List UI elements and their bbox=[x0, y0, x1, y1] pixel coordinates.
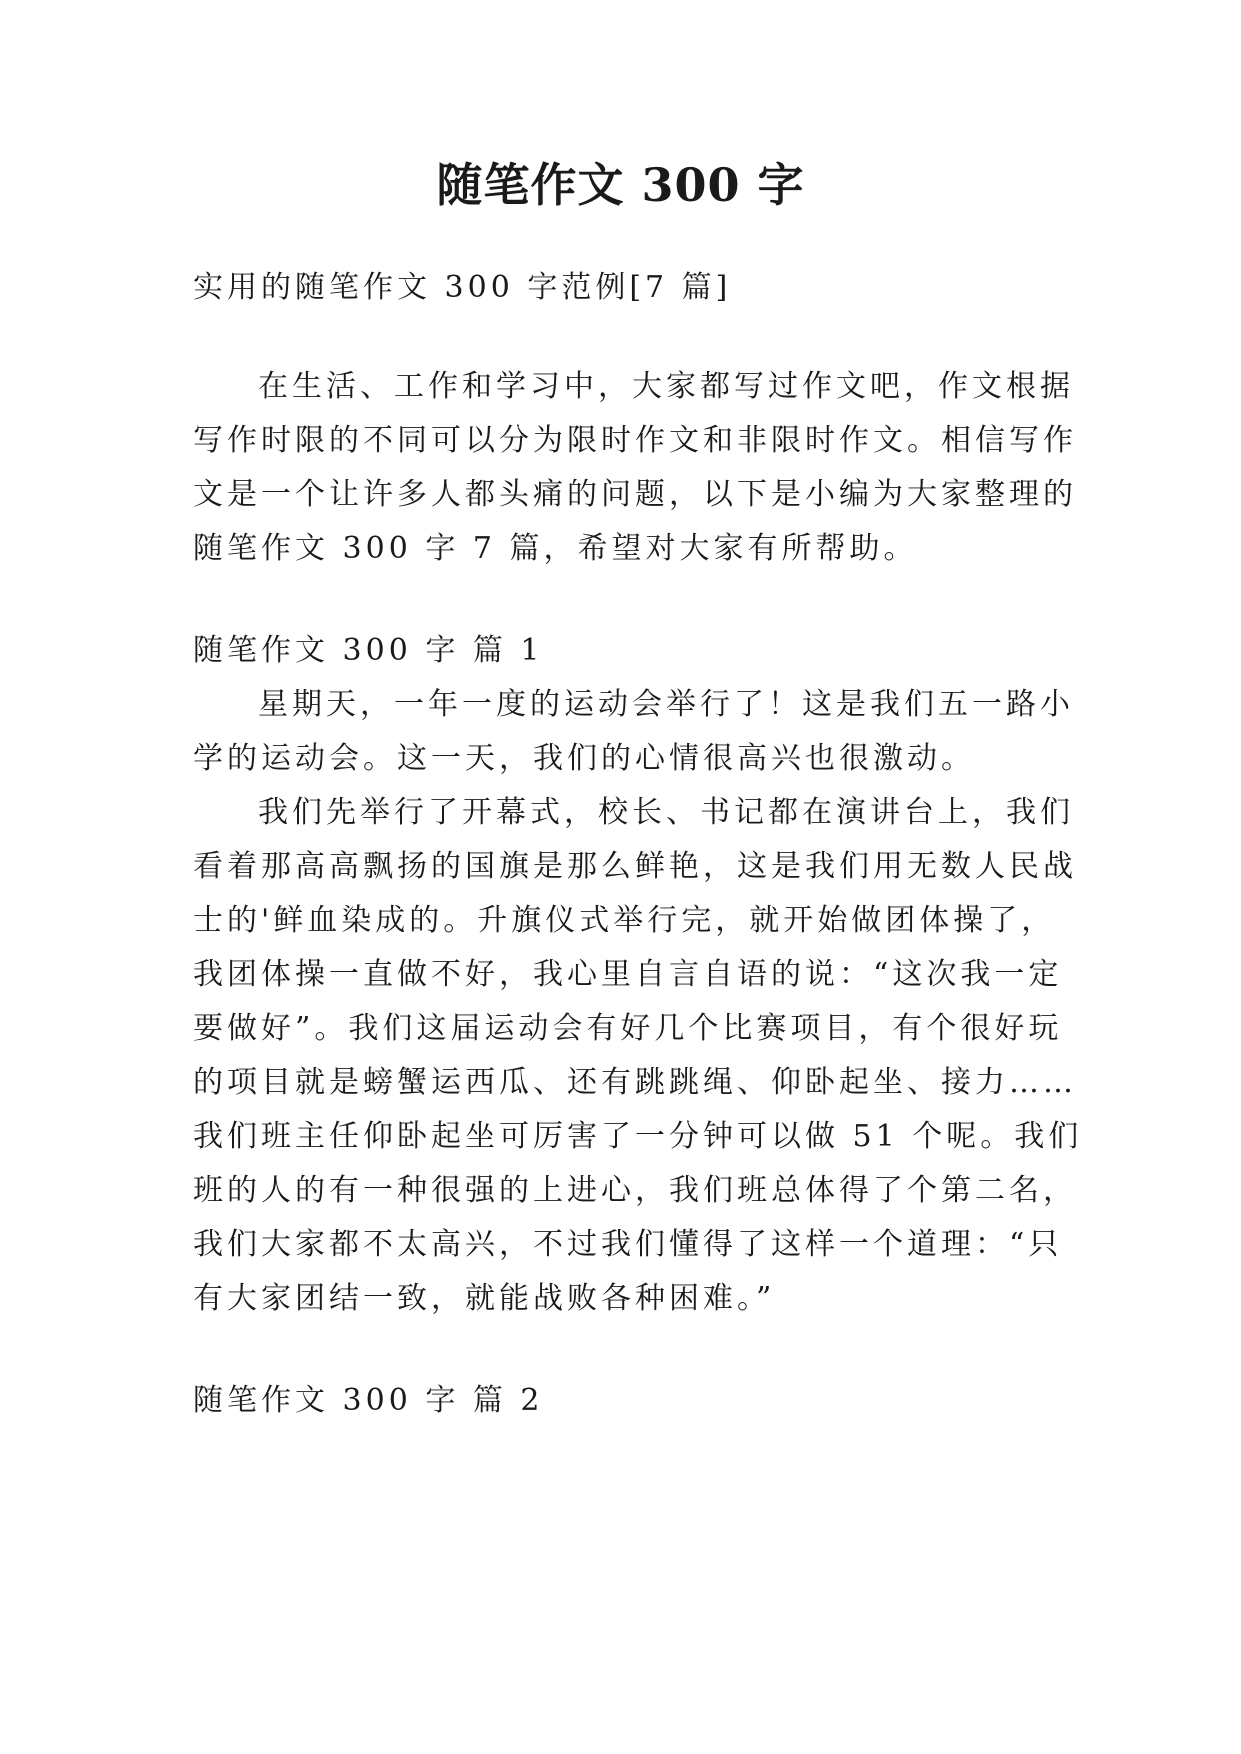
paragraph-line: 学的运动会。这一天，我们的心情很高兴也很激动。 bbox=[193, 741, 975, 776]
paragraph-line: 星期天，一年一度的运动会举行了！这是我们五一路小 bbox=[258, 687, 1074, 722]
paragraph-line: 我团体操一直做不好，我心里自言自语的说：“这次我一定 bbox=[193, 957, 1063, 992]
section-heading-2: 随笔作文 300 字 篇 2 bbox=[193, 1383, 544, 1418]
paragraph-line: 我们班主任仰卧起坐可厉害了一分钟可以做 51 个呢。我们 bbox=[193, 1119, 1083, 1154]
paragraph-line: 我们大家都不太高兴，不过我们懂得了这样一个道理：“只 bbox=[193, 1227, 1063, 1262]
paragraph-line: 我们先举行了开幕式，校长、书记都在演讲台上，我们 bbox=[258, 795, 1074, 830]
intro-line: 文是一个让许多人都头痛的问题，以下是小编为大家整理的 bbox=[193, 477, 1077, 512]
paragraph-line: 要做好”。我们这届运动会有好几个比赛项目，有个很好玩 bbox=[193, 1011, 1063, 1046]
section-heading-1: 随笔作文 300 字 篇 1 bbox=[193, 633, 544, 668]
intro-line: 随笔作文 300 字 7 篇，希望对大家有所帮助。 bbox=[193, 531, 918, 566]
intro-line: 写作时限的不同可以分为限时作文和非限时作文。相信写作 bbox=[193, 423, 1077, 458]
document-title: 随笔作文 300 字 bbox=[436, 158, 805, 212]
paragraph-line: 看着那高高飘扬的国旗是那么鲜艳，这是我们用无数人民战 bbox=[193, 849, 1077, 884]
paragraph-line: 的项目就是螃蟹运西瓜、还有跳跳绳、仰卧起坐、接力…… bbox=[193, 1065, 1077, 1100]
paragraph-line: 班的人的有一种很强的上进心，我们班总体得了个第二名， bbox=[193, 1173, 1077, 1208]
paragraph-line: 士的'鲜血染成的。升旗仪式举行完，就开始做团体操了， bbox=[193, 903, 1056, 938]
document-subtitle: 实用的随笔作文 300 字范例[7 篇] bbox=[193, 270, 732, 305]
intro-line: 在生活、工作和学习中，大家都写过作文吧，作文根据 bbox=[258, 369, 1074, 404]
paragraph-line: 有大家团结一致，就能战败各种困难。” bbox=[193, 1281, 776, 1316]
